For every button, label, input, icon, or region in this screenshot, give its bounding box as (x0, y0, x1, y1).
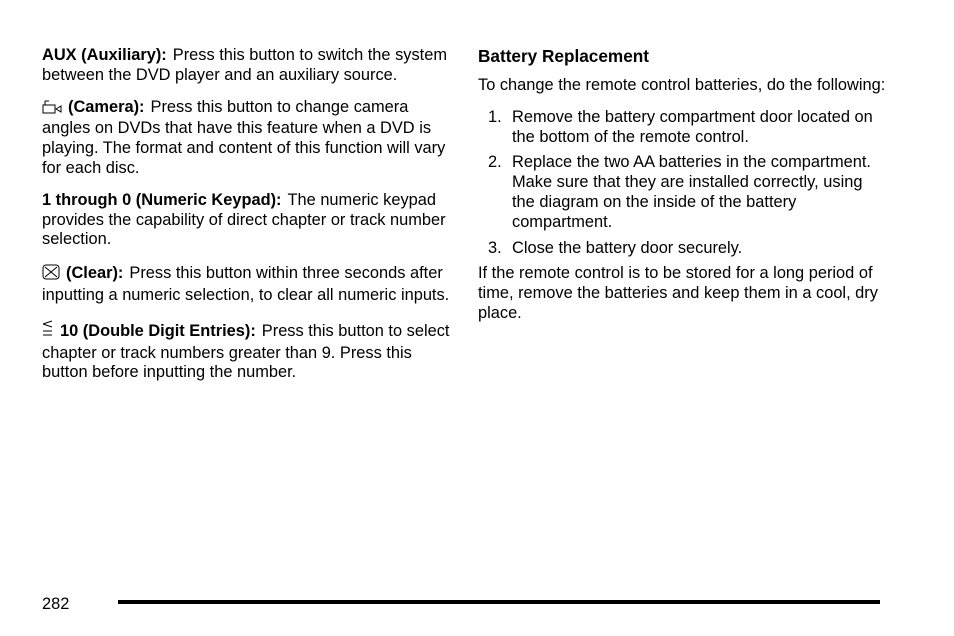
list-item (478, 239, 888, 259)
clear-icon-graphic (42, 264, 60, 280)
camera-paragraph (42, 98, 452, 179)
closing-paragraph: If the remote control is to be stored for a long period of time, remove the batteries and keep them in a cool, dry place. (478, 264, 878, 322)
camera-icon (42, 100, 62, 120)
double-digit-icon (42, 320, 54, 344)
footer-divider (118, 600, 880, 604)
step-number: 2. (488, 153, 502, 172)
list-item (478, 153, 888, 232)
clear-icon (42, 264, 60, 286)
camera-icon-graphic (42, 100, 62, 114)
page-number: 282 (42, 595, 70, 613)
intro-paragraph: To change the remote control batteries, do the following: (478, 76, 886, 94)
left-column (42, 46, 452, 397)
keypad-text: The numeric keypad provides the capability of direct chapter or track number selection. (42, 190, 446, 249)
double-digit-term: 10 (Double Digit Entries): (60, 321, 256, 340)
right-column (478, 46, 888, 324)
double-digit-paragraph (42, 320, 452, 383)
keypad-paragraph (42, 191, 452, 250)
list-item (478, 108, 888, 148)
section-heading: Battery Replacement (478, 46, 649, 66)
double-digit-text: Press this button to select chapter or track numbers greater than 9. Press this button before inputting the number. (42, 321, 450, 382)
step-text: Close the battery door securely. (512, 238, 743, 257)
step-text: Remove the battery compartment door located on the bottom of the remote control. (512, 107, 873, 146)
step-number: 1. (488, 107, 502, 126)
step-text: Replace the two AA batteries in the compartment. Make sure that they are installed correctly, using the diagram on the inside of the battery compartment. (512, 153, 871, 231)
double-digit-icon-graphic (42, 320, 54, 338)
keypad-term: 1 through 0 (Numeric Keypad): (42, 190, 282, 209)
aux-paragraph (42, 46, 452, 86)
camera-text: Press this button to change camera angles on DVDs that have this feature when a DVD is playing. The format and content of this function will vary for each disc. (42, 97, 446, 177)
clear-term: (Clear): (66, 264, 124, 283)
aux-text: Press this button to switch the system between the DVD player and an auxiliary source. (42, 46, 447, 84)
aux-term: AUX (Auxiliary): (42, 46, 167, 64)
clear-paragraph (42, 264, 452, 306)
camera-term: (Camera): (68, 97, 145, 116)
steps-list (478, 108, 888, 259)
step-number: 3. (488, 238, 502, 257)
clear-text: Press this button within three seconds after inputting a numeric selection, to clear all numeric inputs. (42, 264, 450, 304)
